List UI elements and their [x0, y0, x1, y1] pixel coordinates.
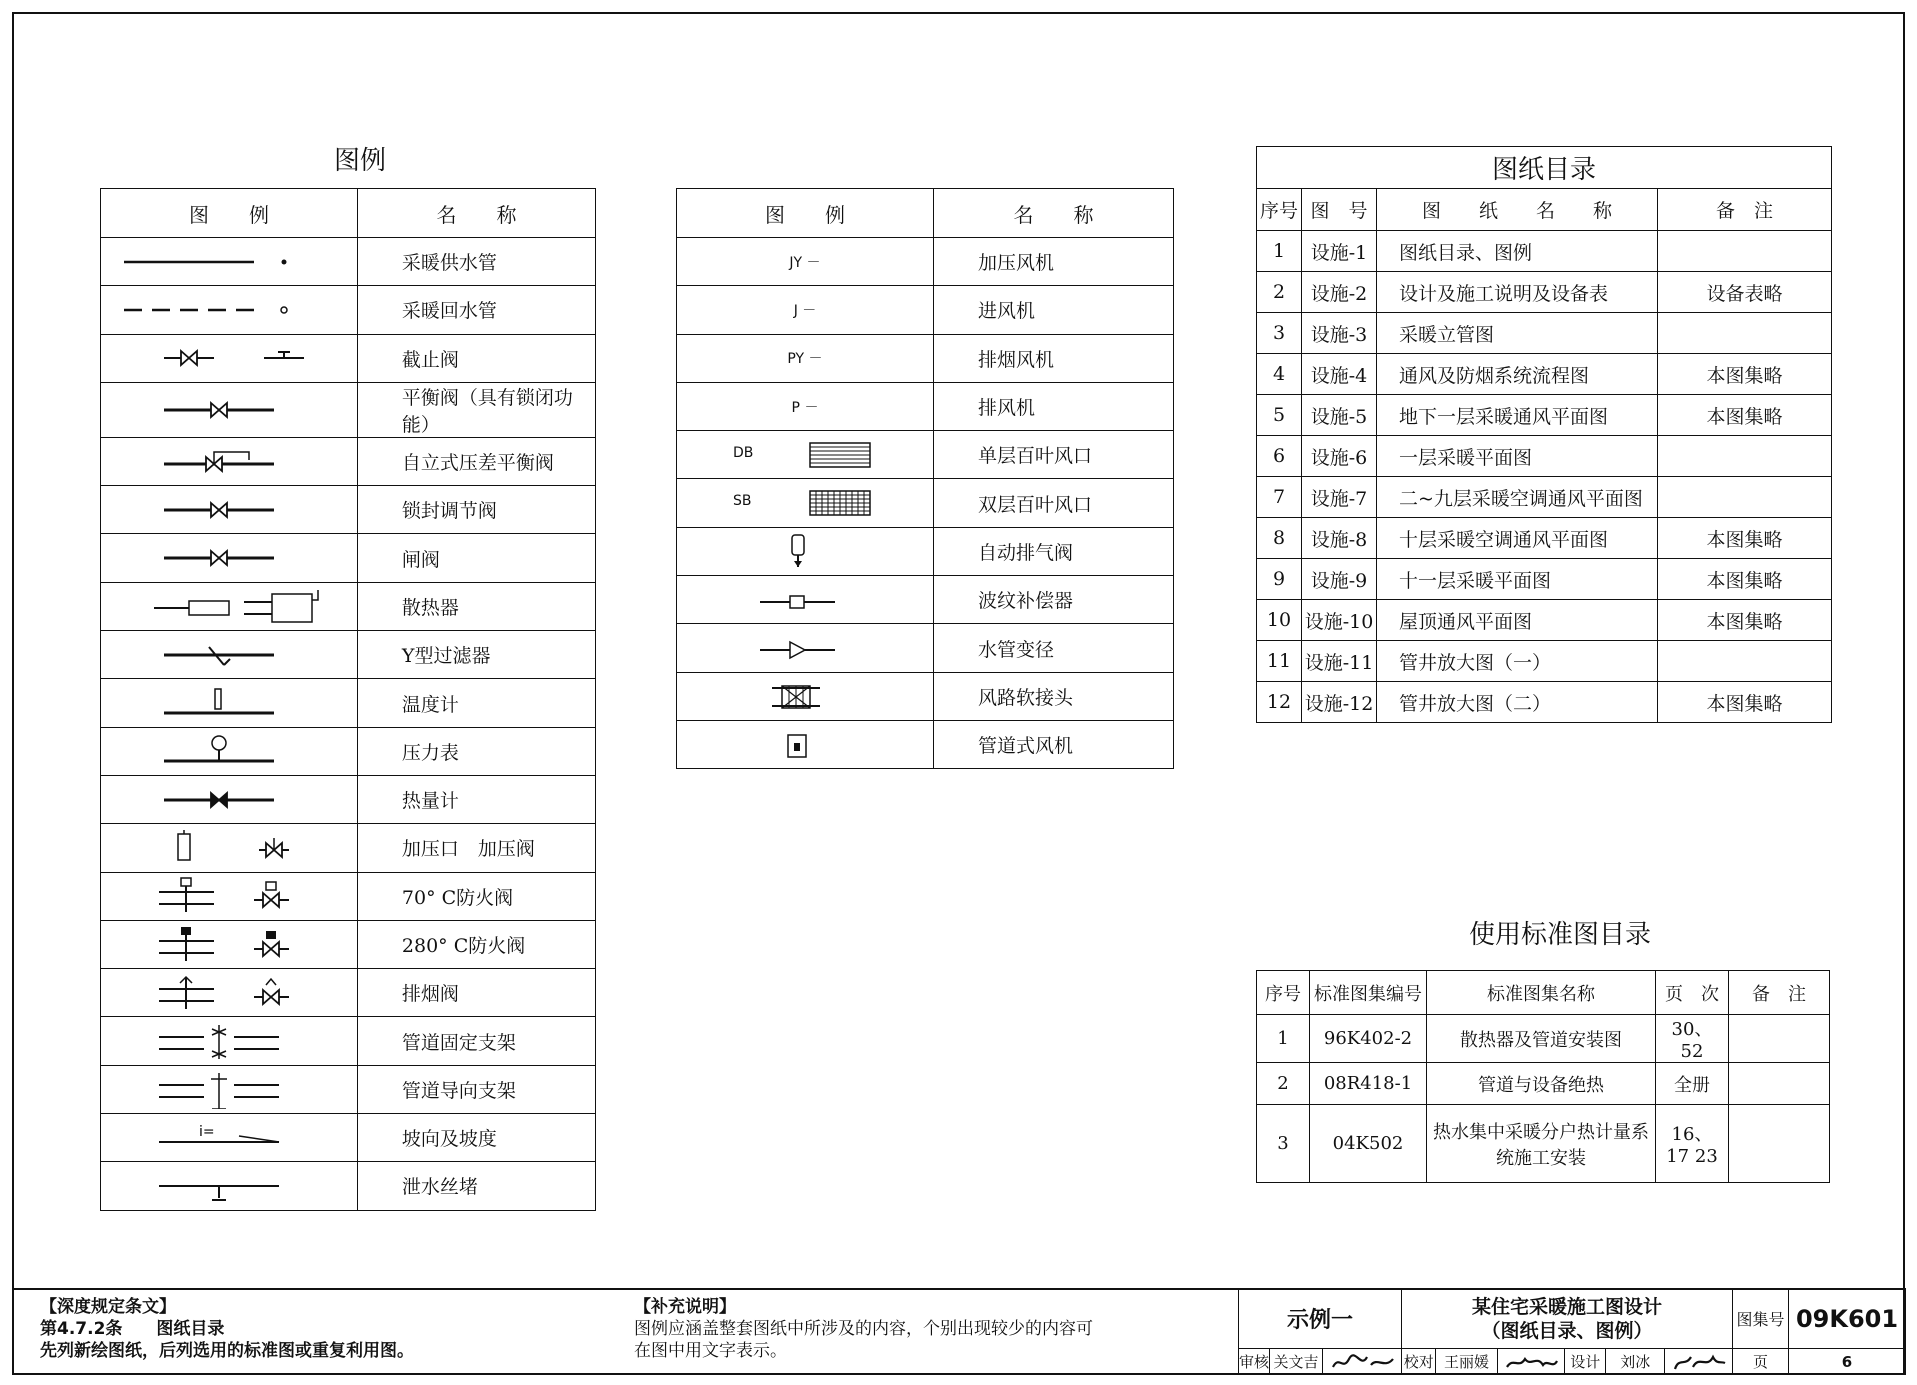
legend-symbol: [677, 624, 934, 672]
standard-header-remark: 备 注: [1729, 971, 1830, 1015]
legend-row: [677, 431, 1174, 479]
title-text: [1402, 1289, 1733, 1349]
standard-name: 散热器及管道安装图: [1427, 1015, 1656, 1063]
legend-code: PY －: [677, 334, 934, 382]
drawing-list-row: [1257, 641, 1832, 682]
legend-symbol: [677, 672, 934, 720]
design-label: 设计: [1565, 1349, 1606, 1375]
fire-damper-70-icon: [104, 876, 354, 916]
legend-name: 热量计: [357, 775, 595, 823]
depth-title: 【深度规定条文】: [40, 1297, 176, 1317]
legend-header-symbol: 图 例: [101, 189, 358, 238]
standard-header-page: 页 次: [1656, 971, 1729, 1015]
drawing-remark: [1658, 436, 1832, 477]
depth-clause: 第4.7.2条 图纸目录: [40, 1319, 225, 1339]
legend-symbol: [101, 1114, 358, 1162]
drawing-remark: 本图集略: [1658, 682, 1832, 723]
standard-remark: [1729, 1105, 1830, 1183]
page-label: 页: [1733, 1349, 1789, 1375]
legend-symbol: [677, 576, 934, 624]
legend-name: Y型过滤器: [357, 631, 595, 679]
legend-row: [101, 534, 596, 582]
legend-row: [101, 1162, 596, 1210]
legend-symbol: [101, 631, 358, 679]
supplement-notes: [634, 1296, 1104, 1362]
standard-no: 3: [1257, 1105, 1310, 1183]
legend-symbol: [677, 527, 934, 575]
drawing-code: 设施-1: [1302, 231, 1377, 272]
legend-name: 进风机: [934, 286, 1174, 334]
legend-symbol: [677, 479, 934, 527]
legend-name: 压力表: [357, 727, 595, 775]
drawing-remark: [1658, 477, 1832, 518]
drawing-name: 一层采暖平面图: [1377, 436, 1658, 477]
legend-row: [101, 920, 596, 968]
drawing-code: 设施-8: [1302, 518, 1377, 559]
guide-support-icon: [104, 1069, 354, 1109]
drawing-code: 设施-3: [1302, 313, 1377, 354]
drawing-remark: 本图集略: [1658, 559, 1832, 600]
legend-table-left: [100, 188, 596, 1211]
review-label: 审核: [1239, 1349, 1270, 1375]
legend-name: 管道固定支架: [357, 1017, 595, 1065]
return-pipe-icon: [104, 290, 354, 330]
legend-row: [101, 727, 596, 775]
drawing-name: 地下一层采暖通风平面图: [1377, 395, 1658, 436]
bellows-icon: [680, 580, 930, 620]
legend-header-name: 名 称: [357, 189, 595, 238]
legend-symbol: [101, 582, 358, 630]
standard-header-no: 序号: [1257, 971, 1310, 1015]
title-block: [1238, 1288, 1906, 1375]
drawing-list-row: [1257, 313, 1832, 354]
legend-row: [101, 1114, 596, 1162]
drawing-list-table: [1256, 146, 1832, 723]
legend-row: [677, 286, 1174, 334]
drawing-list-header-code: 图 号: [1302, 189, 1377, 231]
balance-valve-icon: [104, 390, 354, 430]
drawing-code: 设施-6: [1302, 436, 1377, 477]
drawing-code: 设施-9: [1302, 559, 1377, 600]
legend-row: [101, 1017, 596, 1065]
drawing-name: 二~九层采暖空调通风平面图: [1377, 477, 1658, 518]
legend-row: [101, 969, 596, 1017]
drawing-list-row: [1257, 682, 1832, 723]
legend-name: 锁封调节阀: [357, 486, 595, 534]
standard-name: 管道与设备绝热: [1427, 1063, 1656, 1105]
legend-row: [101, 679, 596, 727]
legend-symbol: [101, 872, 358, 920]
drawing-list-row: [1257, 272, 1832, 313]
drawing-remark: 本图集略: [1658, 518, 1832, 559]
legend-row: [101, 775, 596, 823]
legend-name: 280° C防火阀: [357, 920, 595, 968]
legend-name: 泄水丝堵: [357, 1162, 595, 1210]
standard-code: 04K502: [1310, 1105, 1427, 1183]
legend-name: 截止阀: [357, 334, 595, 382]
drawing-code: 设施-12: [1302, 682, 1377, 723]
gate-valve-icon: [104, 538, 354, 578]
title-line-2: （图纸目录、图例）: [1481, 1319, 1653, 1342]
depth-text: 先列新绘图纸，后列选用的标准图或重复利用图。: [40, 1341, 414, 1361]
legend-title: 图例: [333, 146, 386, 176]
atlas-number: 09K601: [1789, 1289, 1906, 1349]
fire-damper-280-icon: [104, 925, 354, 965]
legend-code: P －: [677, 382, 934, 430]
legend-name: 水管变径: [934, 624, 1174, 672]
heat-meter-icon: [104, 780, 354, 820]
designer-signature-mark: [1671, 1351, 1727, 1373]
legend-symbol: [101, 382, 358, 437]
standard-name: 热水集中采暖分户热计量系统施工安装: [1427, 1105, 1656, 1183]
legend-symbol: [101, 334, 358, 382]
legend-symbol: [101, 238, 358, 286]
legend-code: J －: [677, 286, 934, 334]
standard-list-row: [1257, 1105, 1830, 1183]
drawing-remark: [1658, 231, 1832, 272]
drawing-name: 十层采暖空调通风平面图: [1377, 518, 1658, 559]
duct-fan-icon: [680, 725, 930, 765]
legend-name: 温度计: [357, 679, 595, 727]
standard-list-title: 使用标准图目录: [1468, 920, 1651, 950]
legend-symbol: [101, 437, 358, 485]
legend-name: 闸阀: [357, 534, 595, 582]
slope-label: i=: [198, 1123, 215, 1140]
stop-valve-icon: [104, 338, 354, 378]
air-vent-icon: [680, 531, 930, 571]
drawing-list-title: 图纸目录: [1257, 147, 1832, 189]
legend-symbol: [101, 1065, 358, 1113]
legend-header-symbol-2: 图 例: [677, 189, 934, 238]
fixed-support-icon: [104, 1021, 354, 1061]
drawing-no: 2: [1257, 272, 1302, 313]
legend-row: [101, 286, 596, 334]
designer-name: 刘冰: [1606, 1349, 1665, 1375]
drawing-no: 1: [1257, 231, 1302, 272]
page-number: 6: [1789, 1349, 1906, 1375]
smoke-valve-icon: [104, 973, 354, 1013]
drawing-list-row: [1257, 518, 1832, 559]
drawing-remark: 设备表略: [1658, 272, 1832, 313]
drawing-list-header-remark: 备 注: [1658, 189, 1832, 231]
legend-symbol: [101, 775, 358, 823]
drawing-name: 设计及施工说明及设备表: [1377, 272, 1658, 313]
self-pressure-valve-icon: [104, 442, 354, 482]
standard-remark: [1729, 1015, 1830, 1063]
legend-header-name-2: 名 称: [934, 189, 1174, 238]
drawing-list-row: [1257, 559, 1832, 600]
legend-name: 70° C防火阀: [357, 872, 595, 920]
supply-pipe-icon: [104, 242, 354, 282]
drawing-name: 管井放大图（二）: [1377, 682, 1658, 723]
legend-name: 管道式风机: [934, 720, 1174, 768]
drawing-code: 设施-7: [1302, 477, 1377, 518]
legend-name: 排烟阀: [357, 969, 595, 1017]
supplement-text: 图例应涵盖整套图纸中所涉及的内容，个别出现较少的内容可在图中用文字表示。: [634, 1319, 1093, 1361]
legend-symbol: [101, 727, 358, 775]
check-label: 校对: [1402, 1349, 1436, 1375]
legend-symbol: [101, 1162, 358, 1210]
drawing-code: 设施-10: [1302, 600, 1377, 641]
drawing-list-row: [1257, 600, 1832, 641]
legend-symbol: [101, 824, 358, 872]
pressurize-valve-icon: [104, 828, 354, 868]
legend-row: [101, 238, 596, 286]
atlas-label: 图集号: [1733, 1289, 1789, 1349]
legend-name: 双层百叶风口: [934, 479, 1174, 527]
y-filter-icon: [104, 635, 354, 675]
legend-row: [677, 624, 1174, 672]
drawing-remark: 本图集略: [1658, 600, 1832, 641]
legend-code: DB: [733, 445, 754, 462]
drawing-code: 设施-4: [1302, 354, 1377, 395]
drawing-list-row: [1257, 436, 1832, 477]
legend-symbol: [101, 679, 358, 727]
soft-joint-icon: [680, 676, 930, 716]
drawing-remark: 本图集略: [1658, 395, 1832, 436]
drawing-remark: 本图集略: [1658, 354, 1832, 395]
pressure-gauge-icon: [104, 731, 354, 771]
legend-row: [101, 1065, 596, 1113]
standard-list-row: [1257, 1063, 1830, 1105]
drawing-name: 屋顶通风平面图: [1377, 600, 1658, 641]
depth-notes: [40, 1296, 600, 1362]
checker-name: 王丽媛: [1436, 1349, 1497, 1375]
standard-code: 96K402-2: [1310, 1015, 1427, 1063]
drawing-no: 9: [1257, 559, 1302, 600]
legend-name: 管道导向支架: [357, 1065, 595, 1113]
drawing-code: 设施-11: [1302, 641, 1377, 682]
checker-signature: [1497, 1349, 1565, 1375]
standard-header-code: 标准图集编号: [1310, 971, 1427, 1015]
legend-name: 单层百叶风口: [934, 431, 1174, 479]
lock-regulating-valve-icon: [104, 490, 354, 530]
standard-page: 30、52: [1656, 1015, 1729, 1063]
standard-remark: [1729, 1063, 1830, 1105]
single-louver-icon: [680, 435, 930, 475]
legend-name: 自动排气阀: [934, 527, 1174, 575]
legend-row: [677, 527, 1174, 575]
drawing-list-header-no: 序号: [1257, 189, 1302, 231]
drawing-list-row: [1257, 354, 1832, 395]
legend-row: [101, 334, 596, 382]
reviewer-signature-mark: [1327, 1351, 1397, 1373]
title-line-1: 某住宅采暖施工图设计: [1471, 1295, 1662, 1318]
standard-page: 全册: [1656, 1063, 1729, 1105]
drawing-no: 6: [1257, 436, 1302, 477]
drawing-name: 管井放大图（一）: [1377, 641, 1658, 682]
legend-name: 加压风机: [934, 238, 1174, 286]
drawing-name: 采暖立管图: [1377, 313, 1658, 354]
reviewer-signature: [1323, 1349, 1402, 1375]
legend-symbol: [101, 286, 358, 334]
legend-name: 风路软接头: [934, 672, 1174, 720]
legend-row: [677, 576, 1174, 624]
standard-list-row: [1257, 1015, 1830, 1063]
drawing-no: 3: [1257, 313, 1302, 354]
legend-code: JY －: [677, 238, 934, 286]
thermometer-icon: [104, 683, 354, 723]
legend-row: [101, 486, 596, 534]
drawing-no: 5: [1257, 395, 1302, 436]
drawing-remark: [1658, 641, 1832, 682]
legend-symbol: [101, 969, 358, 1017]
drawing-code: 设施-2: [1302, 272, 1377, 313]
drawing-no: 11: [1257, 641, 1302, 682]
legend-row: [101, 631, 596, 679]
drawing-list-row: [1257, 231, 1832, 272]
drawing-list-header-name: 图 纸 名 称: [1377, 189, 1658, 231]
legend-row: [677, 382, 1174, 430]
legend-name: 采暖供水管: [357, 238, 595, 286]
legend-name: 坡向及坡度: [357, 1114, 595, 1162]
legend-row: [677, 334, 1174, 382]
legend-row: [101, 437, 596, 485]
radiator-icon: [104, 586, 354, 626]
drawing-no: 10: [1257, 600, 1302, 641]
standard-header-name: 标准图集名称: [1427, 971, 1656, 1015]
legend-name: 自立式压差平衡阀: [357, 437, 595, 485]
legend-symbol: [101, 486, 358, 534]
legend-name: 波纹补偿器: [934, 576, 1174, 624]
drawing-name: 十一层采暖平面图: [1377, 559, 1658, 600]
legend-name: 散热器: [357, 582, 595, 630]
drawing-no: 7: [1257, 477, 1302, 518]
standard-no: 1: [1257, 1015, 1310, 1063]
reviewer-name: 关文吉: [1270, 1349, 1323, 1375]
drawing-no: 4: [1257, 354, 1302, 395]
legend-row: [677, 672, 1174, 720]
legend-symbol: [101, 1017, 358, 1065]
legend-row: [101, 382, 596, 437]
double-louver-icon: [680, 483, 930, 523]
example-label: 示例一: [1239, 1289, 1402, 1349]
legend-row: [101, 582, 596, 630]
legend-code: SB: [733, 493, 752, 510]
legend-row: [677, 720, 1174, 768]
standard-page: 16、17 23: [1656, 1105, 1729, 1183]
drain-plug-icon: [104, 1166, 354, 1206]
drawing-no: 12: [1257, 682, 1302, 723]
legend-row: [677, 238, 1174, 286]
drawing-name: 通风及防烟系统流程图: [1377, 354, 1658, 395]
drawing-remark: [1658, 313, 1832, 354]
standard-no: 2: [1257, 1063, 1310, 1105]
drawing-no: 8: [1257, 518, 1302, 559]
drawing-code: 设施-5: [1302, 395, 1377, 436]
legend-table-right: [676, 188, 1174, 769]
designer-signature: [1665, 1349, 1733, 1375]
legend-name: 加压口 加压阀: [357, 824, 595, 872]
legend-name: 平衡阀（具有锁闭功能）: [357, 382, 595, 437]
standard-list-table: [1256, 970, 1830, 1183]
reducer-icon: [680, 628, 930, 668]
slope-icon: [104, 1118, 354, 1158]
supplement-title: 【补充说明】: [634, 1297, 736, 1317]
legend-name: 排风机: [934, 382, 1174, 430]
standard-code: 08R418-1: [1310, 1063, 1427, 1105]
drawing-list-row: [1257, 395, 1832, 436]
legend-row: [101, 824, 596, 872]
legend-symbol: [101, 534, 358, 582]
legend-row: [101, 872, 596, 920]
legend-name: 采暖回水管: [357, 286, 595, 334]
legend-symbol: [101, 920, 358, 968]
legend-symbol: [677, 431, 934, 479]
legend-symbol: [677, 720, 934, 768]
drawing-list-row: [1257, 477, 1832, 518]
checker-signature-mark: [1503, 1351, 1559, 1373]
legend-name: 排烟风机: [934, 334, 1174, 382]
legend-row: [677, 479, 1174, 527]
drawing-name: 图纸目录、图例: [1377, 231, 1658, 272]
